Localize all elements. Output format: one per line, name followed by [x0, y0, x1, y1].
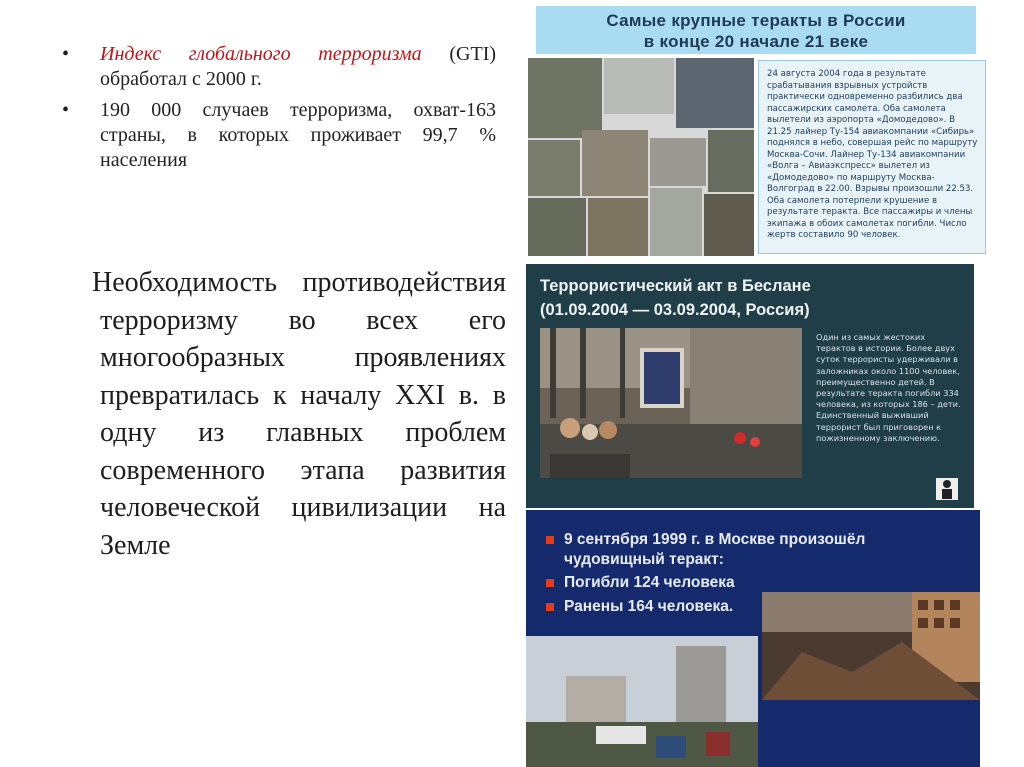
rescue-scene-illustration	[526, 636, 758, 767]
crash-photo	[528, 58, 602, 138]
slide2-description: Один из самых жестоких терактов в истории. Более двух суток террористы удерживали в заложниках около 1100 человек, преимущественно детей. В результате теракта погибли 334 человека, из которых 186 – дети. Единственный выживший террорист был приговорен к пожизненному заключению.	[816, 332, 961, 443]
bullet-square-icon	[546, 579, 554, 587]
moscow-fact-text: 9 сентября 1999 г. в Москве произошёл чудовищный теракт:	[564, 531, 866, 568]
moscow-fact-item	[546, 530, 886, 569]
bullet-item-cases	[62, 98, 496, 173]
slide1-title	[536, 6, 976, 54]
bullet-square-icon	[546, 603, 554, 611]
beslan-memorial-illustration	[540, 328, 802, 478]
moscow-fact-item	[546, 573, 886, 593]
plane-crash-photo-collage	[528, 58, 754, 256]
slide2-title-line2: (01.09.2004 — 03.09.2004, Россия)	[540, 301, 810, 319]
cases-text: 190 000 случаев терроризма, охват-163 страны, в которых проживает 99,7 % населения	[100, 99, 496, 171]
rescue-scene-photo	[526, 636, 758, 767]
gti-text: (GTI) обработал с 2000 г.	[100, 43, 497, 90]
slide2-title-line1: Террористический акт в Беслане	[540, 277, 811, 295]
crash-photo	[676, 58, 754, 128]
bullet-item-gti	[62, 42, 496, 92]
slide1-title-line1: Самые крупные теракты в России	[606, 11, 906, 30]
slide-beslan	[526, 264, 974, 508]
crash-photo	[650, 188, 702, 256]
slide1-title-line2: в конце 20 начале 21 веке	[643, 32, 869, 51]
crash-photo	[704, 194, 754, 256]
crash-photo	[528, 140, 580, 196]
bullet-marker: •	[62, 43, 70, 65]
collapsed-building-photo	[762, 592, 980, 700]
crash-photo	[708, 130, 754, 192]
slide-moscow-1999	[526, 510, 980, 767]
beslan-memorial-photo	[540, 328, 802, 478]
bullet-square-icon	[546, 536, 554, 544]
slide1-description: 24 августа 2004 года в результате срабатывания взрывных устройств практически одновременно разбились два пассажирских самолета. Оба самолета вылетели из аэропорта «Домодедово». В 21.25 лайнер Ту-154 авиакомпании «Сибирь» поднялся в небо, совершая рейс по маршруту Москва-Сочи. Лайнер Ту-134 авиакомпании «Волга – Авиаэкспресс» вылетел из «Домодедово» по маршруту Москва-Волгоград в 22.00. Взрывы произошли 22.53. Оба самолета потерпели крушение в результате теракта. Все пассажиры и члены экипажа в обоих самолетах погибли. Число жертв составило 90 человек.	[758, 60, 986, 254]
person-icon	[936, 478, 958, 500]
collapsed-building-illustration	[762, 592, 980, 700]
bullet-marker: •	[62, 99, 70, 121]
crash-photo	[588, 198, 648, 256]
crash-photo	[582, 130, 648, 196]
crash-photo	[528, 198, 586, 256]
moscow-fact-text: Погибли 124 человека	[564, 574, 735, 591]
crash-photo	[604, 58, 674, 114]
main-paragraph: Необходимость противодействия терроризму во всех его многообразных проявлениях превратилась к началу XXI в. в одну из главных проблем современного этапа развития человеческой цивилизации на Земле	[92, 267, 506, 561]
moscow-fact-text: Ранены 164 человека.	[564, 597, 734, 615]
bullet-list	[62, 42, 496, 179]
slide2-title	[540, 274, 960, 322]
gti-emphasis: Индекс глобального терроризма	[100, 43, 422, 65]
slide-largest-attacks	[528, 0, 1024, 258]
crash-photo	[650, 138, 706, 186]
